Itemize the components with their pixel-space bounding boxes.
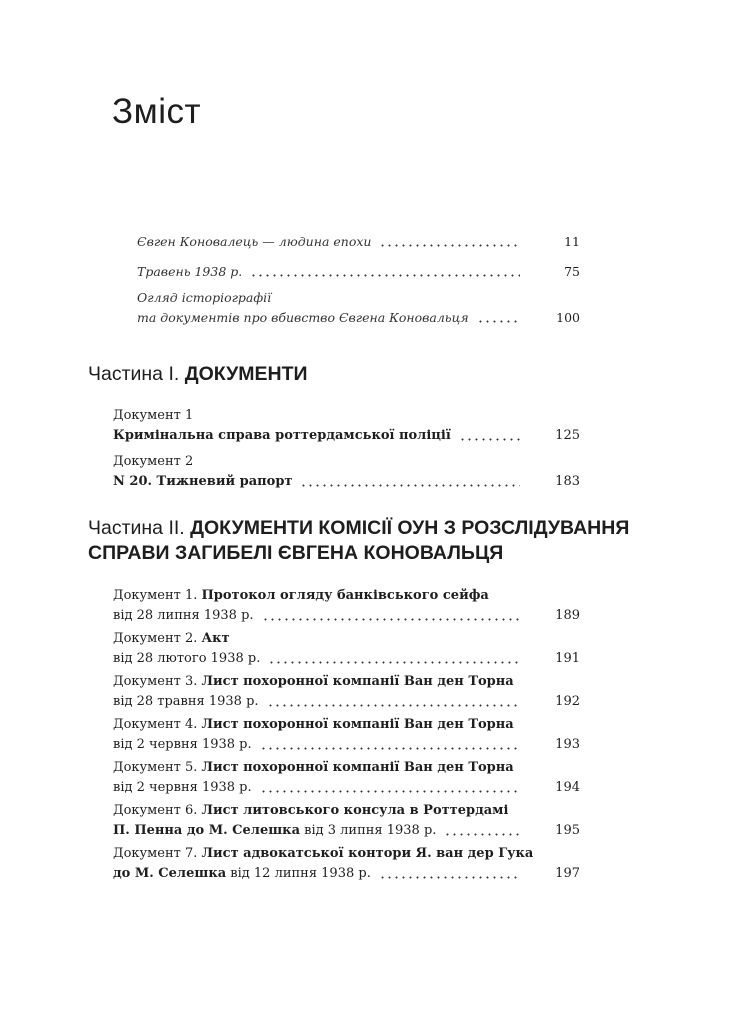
- page-number: 125: [555, 428, 580, 443]
- doc-label: Документ 5.: [113, 760, 198, 775]
- doc-title-cont: до М. Селешка: [113, 866, 227, 881]
- toc-entry[interactable]: [113, 672, 580, 712]
- doc-label: Документ 2: [113, 454, 194, 469]
- page-number: 191: [555, 651, 580, 666]
- doc-title: Лист литовського консула в Роттердамі: [201, 803, 509, 818]
- page-number: 11: [564, 234, 580, 249]
- doc-label: Документ 1.: [113, 588, 198, 603]
- doc-label: Документ 7.: [113, 846, 198, 861]
- doc-title: Лист похоронної компанії Ван ден Торна: [201, 717, 514, 732]
- page-number: 193: [555, 737, 580, 752]
- entry-title: Євген Коновалець — людина епохи: [137, 234, 372, 249]
- toc-entry[interactable]: [113, 452, 580, 492]
- dot-leader: [250, 274, 520, 277]
- dot-leader: [268, 661, 520, 664]
- doc-date: від 28 травня 1938 р.: [113, 694, 259, 709]
- dot-leader: [444, 833, 520, 836]
- doc-date: від 28 липня 1938 р.: [113, 608, 254, 623]
- page-number: 197: [555, 866, 580, 881]
- page-number: 194: [555, 780, 580, 795]
- doc-date: від 3 липня 1938 р.: [304, 823, 437, 838]
- dot-leader: [260, 747, 520, 750]
- dot-leader: [477, 320, 520, 323]
- page-number: 195: [555, 823, 580, 838]
- toc-entry[interactable]: [113, 844, 580, 884]
- doc-label: Документ 3.: [113, 674, 198, 689]
- doc-label: Документ 1: [113, 408, 194, 423]
- toc-entry[interactable]: [113, 758, 580, 798]
- page-number: 192: [555, 694, 580, 709]
- entry-title: Огляд історіографії: [137, 290, 272, 305]
- doc-title: Кримінальна справа роттердамської поліції: [113, 428, 451, 443]
- dot-leader: [300, 484, 520, 487]
- doc-title: Акт: [201, 631, 230, 646]
- page-title: Зміст: [112, 92, 202, 131]
- toc-entry[interactable]: [113, 629, 580, 669]
- part-prefix: Частина I.: [88, 363, 180, 385]
- doc-title-cont: П. Пенна до М. Селешка: [113, 823, 300, 838]
- doc-title: Лист похоронної компанії Ван ден Торна: [201, 674, 514, 689]
- doc-date: від 12 липня 1938 р.: [230, 866, 371, 881]
- doc-title: Лист похоронної компанії Ван ден Торна: [201, 760, 514, 775]
- part-title-cont: СПРАВИ ЗАГИБЕЛІ ЄВГЕНА КОНОВАЛЬЦЯ: [88, 542, 504, 564]
- doc-label: Документ 4.: [113, 717, 198, 732]
- doc-date: від 28 лютого 1938 р.: [113, 651, 261, 666]
- entry-title: Травень 1938 р.: [137, 264, 243, 279]
- toc-entry[interactable]: [137, 288, 580, 328]
- page-number: 75: [564, 264, 580, 279]
- page-number: 183: [555, 474, 580, 489]
- toc-entry[interactable]: [113, 586, 580, 626]
- toc-entry[interactable]: [137, 232, 580, 252]
- dot-leader: [379, 876, 520, 879]
- dot-leader: [459, 438, 520, 441]
- dot-leader: [379, 244, 520, 247]
- toc-entry[interactable]: [113, 801, 580, 841]
- dot-leader: [260, 790, 520, 793]
- doc-title: Протокол огляду банківського сейфа: [201, 588, 489, 603]
- toc-entry[interactable]: [137, 262, 580, 282]
- doc-date: від 2 червня 1938 р.: [113, 780, 252, 795]
- doc-title: Лист адвокатської контори Я. ван дер Гука: [201, 846, 534, 861]
- page-number: 100: [556, 310, 580, 325]
- toc-entry[interactable]: [113, 406, 580, 446]
- doc-date: від 2 червня 1938 р.: [113, 737, 252, 752]
- part-title: ДОКУМЕНТИ КОМІСІЇ ОУН З РОЗСЛІДУВАННЯ: [190, 517, 630, 539]
- doc-title: N 20. Тижневий рапорт: [113, 474, 293, 489]
- part-title: ДОКУМЕНТИ: [184, 363, 308, 385]
- doc-label: Документ 2.: [113, 631, 198, 646]
- page-number: 189: [555, 608, 580, 623]
- part-prefix: Частина II.: [88, 517, 185, 539]
- toc-entry[interactable]: [113, 715, 580, 755]
- entry-title-cont: та документів про вбивство Євгена Коновальця: [137, 310, 469, 325]
- part-heading: [88, 362, 308, 387]
- dot-leader: [262, 618, 520, 621]
- doc-label: Документ 6.: [113, 803, 198, 818]
- part-heading: [88, 516, 629, 566]
- dot-leader: [267, 704, 520, 707]
